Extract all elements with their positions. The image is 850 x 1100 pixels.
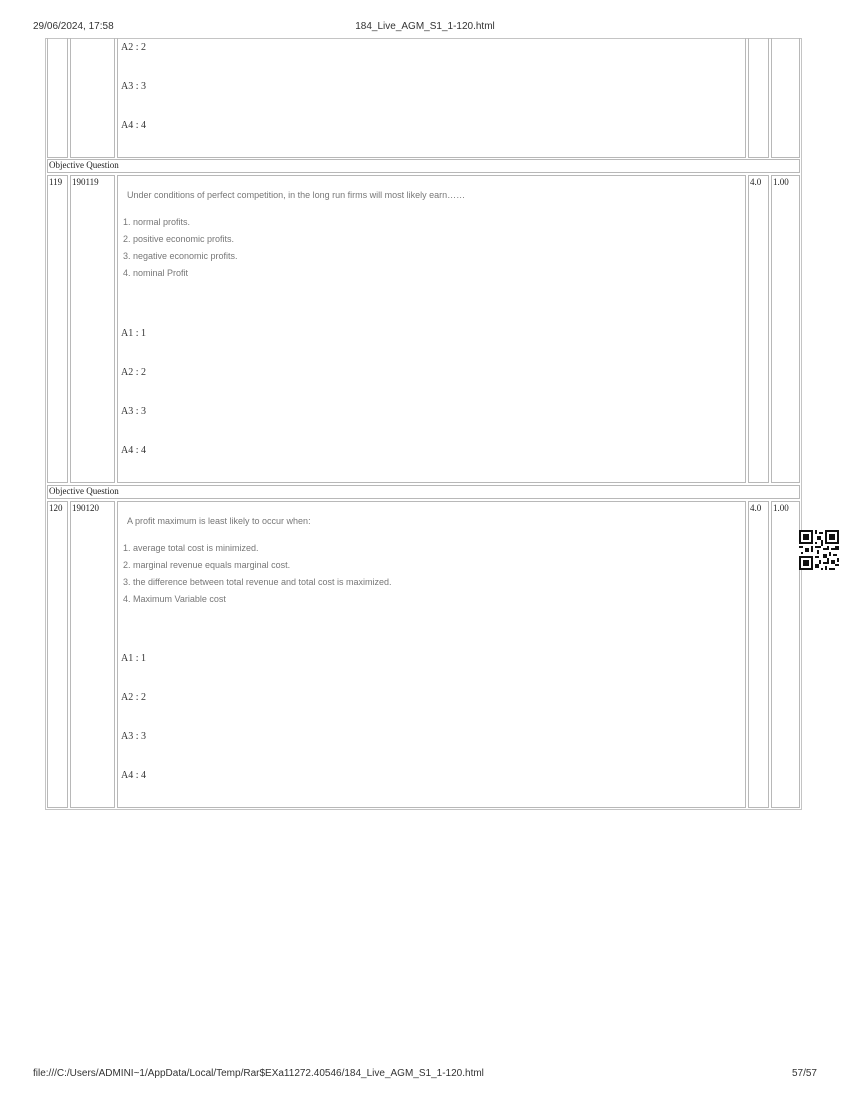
question-content-cell bbox=[117, 175, 746, 483]
negative-marks-cell bbox=[771, 501, 800, 808]
fragment-neg-cell bbox=[771, 38, 800, 158]
question-number: 119 bbox=[49, 177, 63, 187]
question-id: 190120 bbox=[72, 503, 99, 513]
question-text: Under conditions of perfect competition, in the long run firms will most likely earn…… bbox=[127, 190, 466, 200]
answer-option: A2 : 2 bbox=[121, 42, 146, 53]
answer-option: A4 : 4 bbox=[121, 120, 146, 131]
section-label: Objective Question bbox=[49, 160, 119, 170]
question-text: A profit maximum is least likely to occur when: bbox=[127, 516, 311, 526]
question-id-cell bbox=[70, 175, 115, 483]
section-label: Objective Question bbox=[49, 486, 119, 496]
option-item: 4. nominal Profit bbox=[123, 268, 189, 278]
fragment-id-cell bbox=[70, 38, 115, 158]
answer-option: A3 : 3 bbox=[121, 731, 146, 742]
print-file-path: file:///C:/Users/ADMINI~1/AppData/Local/Temp/Rar$EXa11272.40546/184_Live_AGM_S1_1-120.html bbox=[33, 1068, 484, 1079]
question-number-cell bbox=[47, 501, 68, 808]
answer-option: A2 : 2 bbox=[121, 367, 146, 378]
fragment-content-cell bbox=[117, 38, 746, 158]
negative-marks-value: 1.00 bbox=[773, 177, 789, 187]
option-item: 3. the difference between total revenue and total cost is maximized. bbox=[123, 577, 392, 587]
marks-value: 4.0 bbox=[750, 177, 762, 187]
question-number-cell bbox=[47, 175, 68, 483]
print-file-title: 184_Live_AGM_S1_1-120.html bbox=[355, 21, 495, 32]
answer-option: A4 : 4 bbox=[121, 445, 146, 456]
section-label-cell bbox=[47, 485, 800, 499]
negative-marks-cell bbox=[771, 175, 800, 483]
page-number: 57/57 bbox=[791, 1068, 817, 1079]
option-item: 2. positive economic profits. bbox=[123, 234, 235, 244]
marks-value: 4.0 bbox=[750, 503, 762, 513]
answer-option: A3 : 3 bbox=[121, 406, 146, 417]
answer-option: A4 : 4 bbox=[121, 770, 146, 781]
option-item: 1. average total cost is minimized. bbox=[123, 543, 259, 553]
question-id-cell bbox=[70, 501, 115, 808]
fragment-marks-cell bbox=[748, 38, 769, 158]
option-item: 3. negative economic profits. bbox=[123, 251, 238, 261]
option-item: 2. marginal revenue equals marginal cost. bbox=[123, 560, 291, 570]
answer-option: A2 : 2 bbox=[121, 692, 146, 703]
answer-option: A3 : 3 bbox=[121, 81, 146, 92]
option-item: 4. Maximum Variable cost bbox=[123, 594, 226, 604]
answer-option: A1 : 1 bbox=[121, 653, 146, 664]
fragment-num-cell bbox=[47, 38, 68, 158]
question-id: 190119 bbox=[72, 177, 99, 187]
print-datetime: 29/06/2024, 17:58 bbox=[33, 21, 114, 32]
marks-cell bbox=[748, 175, 769, 483]
answer-option: A1 : 1 bbox=[121, 328, 146, 339]
option-item: 1. normal profits. bbox=[123, 217, 191, 227]
marks-cell bbox=[748, 501, 769, 808]
qr-code-icon bbox=[799, 530, 839, 570]
section-label-cell bbox=[47, 159, 800, 173]
question-number: 120 bbox=[49, 503, 63, 513]
negative-marks-value: 1.00 bbox=[773, 503, 789, 513]
